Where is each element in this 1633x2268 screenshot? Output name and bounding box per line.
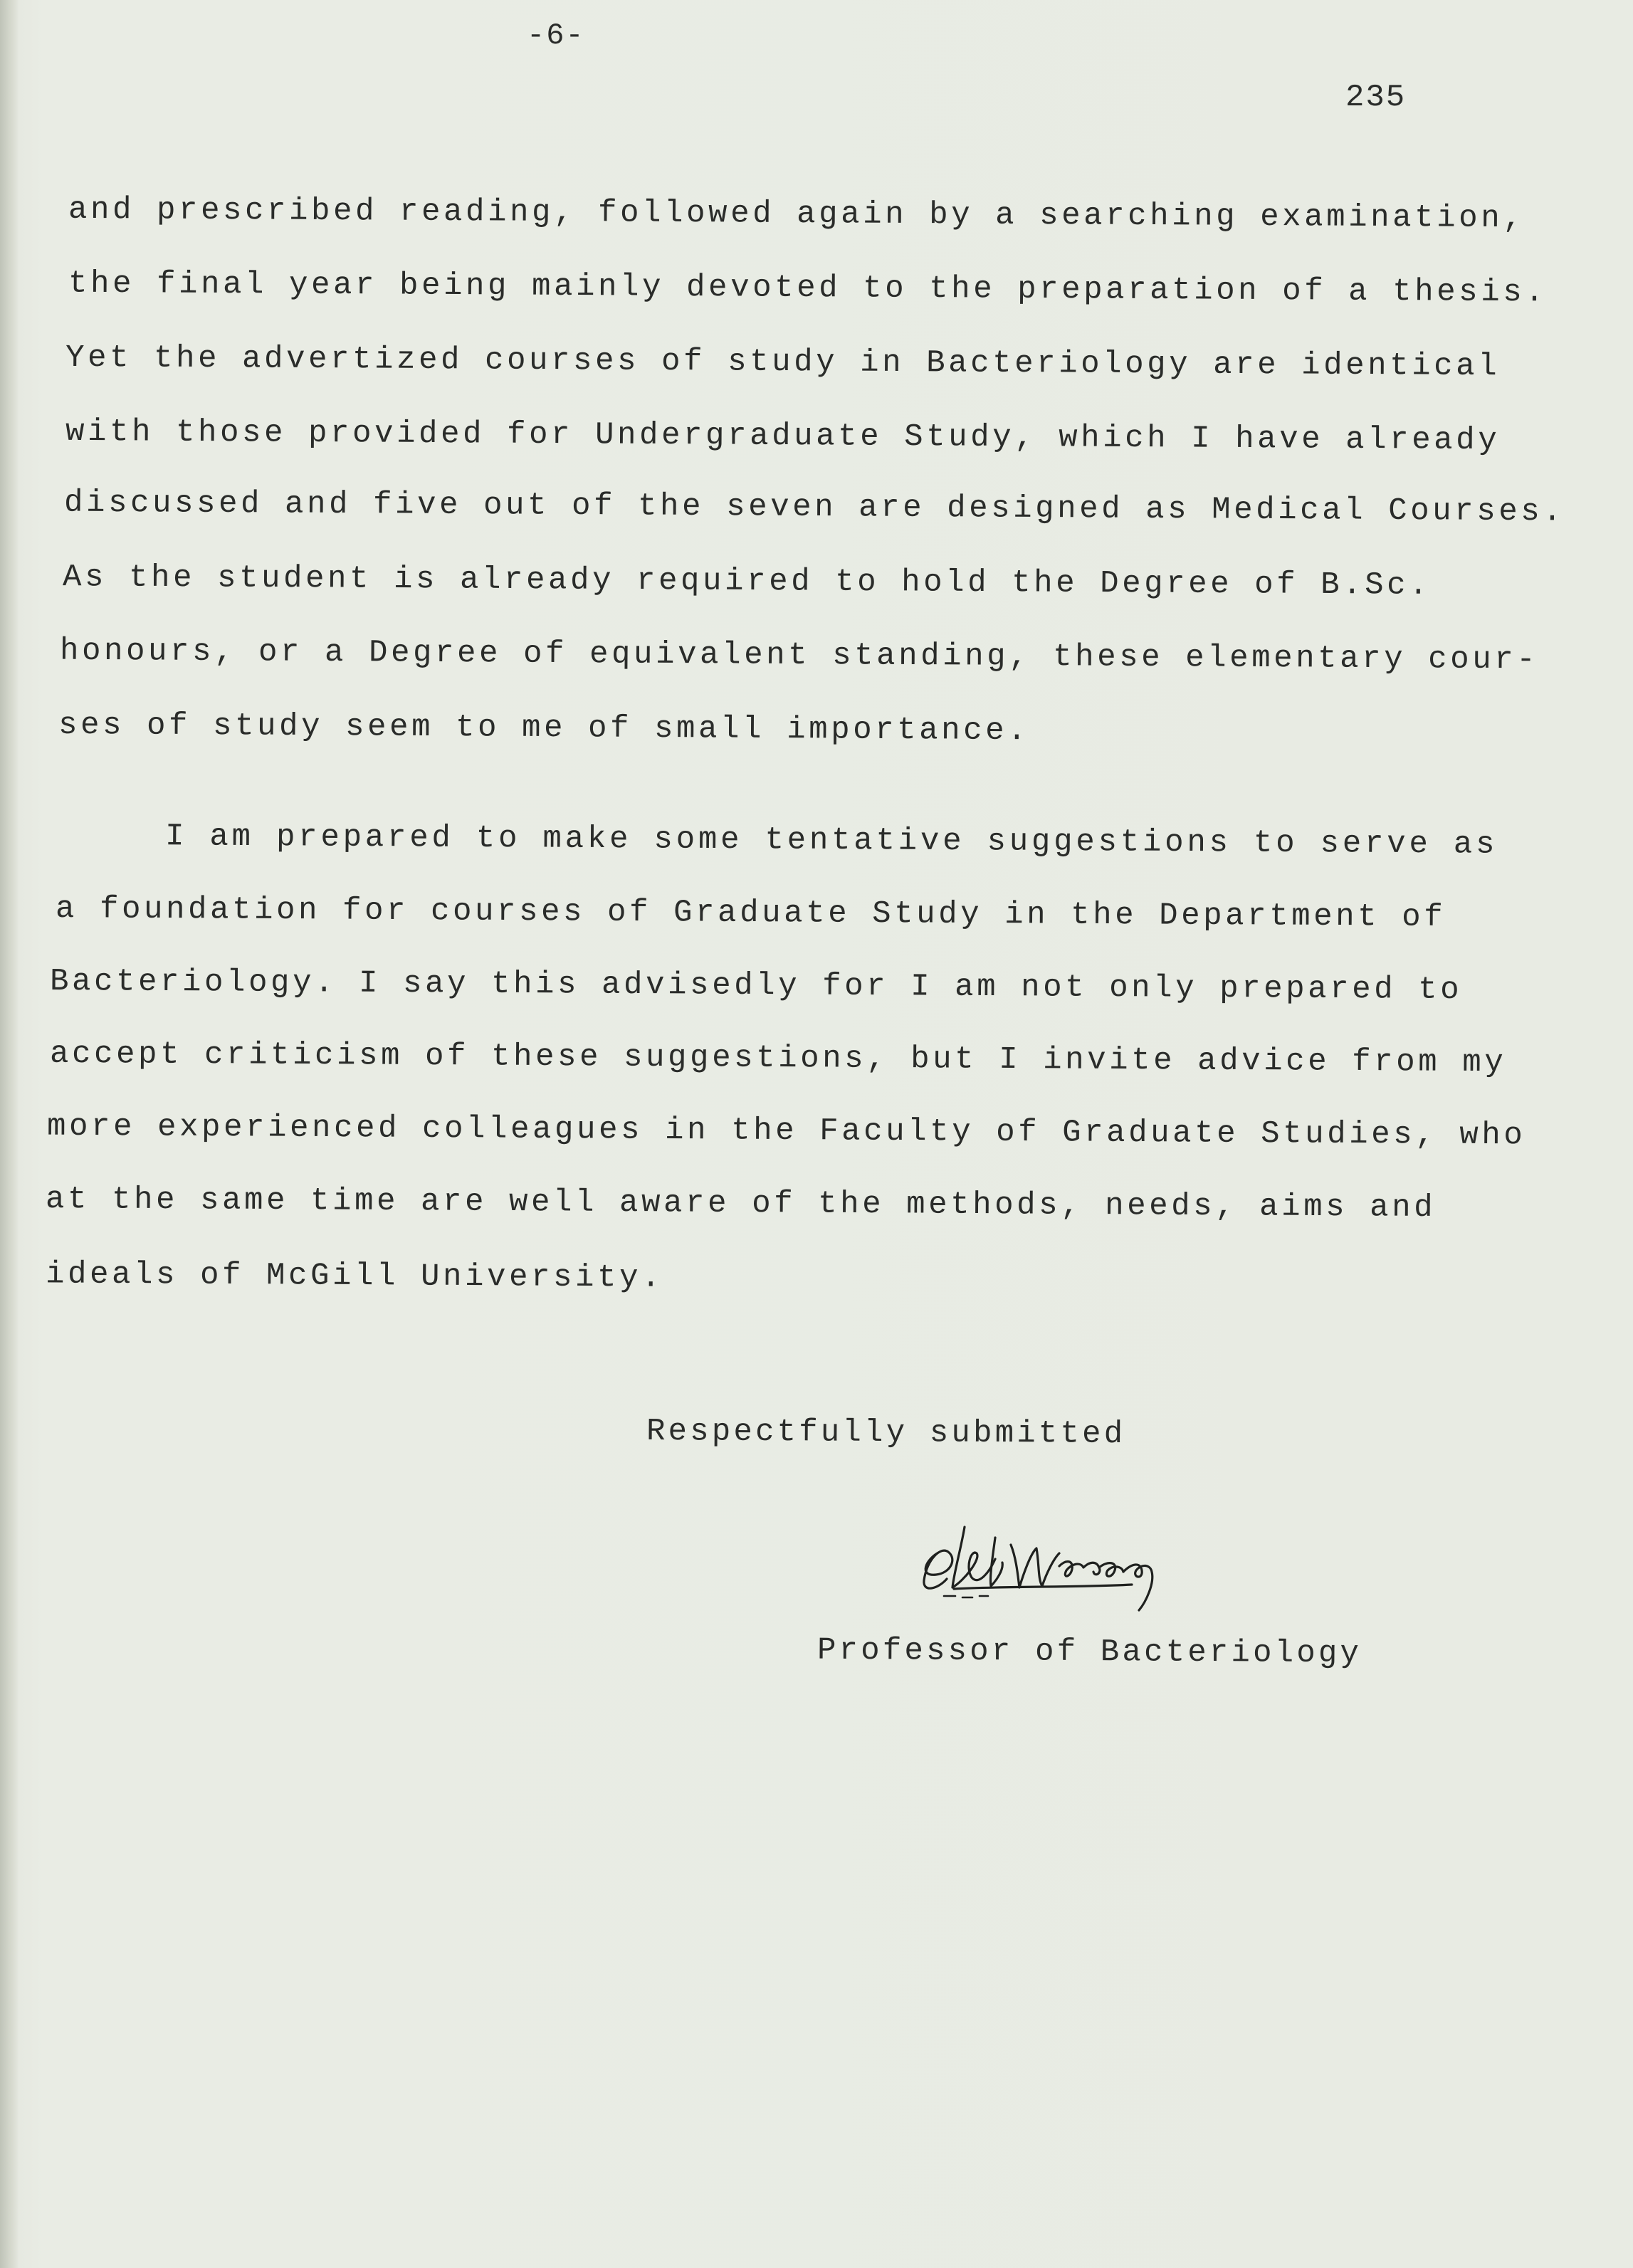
paragraph-1-line: As the student is already required to hold the Degree of B.Sc. bbox=[62, 560, 1432, 604]
paragraph-1-line: discussed and five out of the seven are designed as Medical Courses. bbox=[63, 485, 1565, 530]
signatory-title: Professor of Bacteriology bbox=[816, 1632, 1362, 1672]
page-marker: -6- bbox=[527, 19, 585, 53]
paragraph-2-line: ideals of McGill University. bbox=[45, 1256, 664, 1296]
paragraph-2-line: a foundation for courses of Graduate Study in the Department of bbox=[55, 891, 1446, 935]
paragraph-1-line: ses of study seem to me of small importance. bbox=[58, 707, 1030, 750]
folio-number: 235 bbox=[1345, 80, 1407, 115]
paragraph-2-line: more experienced colleagues in the Faculty of Graduate Studies, who bbox=[46, 1108, 1526, 1154]
handwritten-signature bbox=[897, 1509, 1224, 1616]
valediction: Respectfully submitted bbox=[646, 1413, 1126, 1453]
paragraph-1-line: and prescribed reading, followed again by a searching examination, bbox=[68, 191, 1526, 237]
paragraph-1-line: with those provided for Undergraduate Study, which I have already bbox=[65, 414, 1501, 459]
binding-edge bbox=[0, 0, 19, 2268]
paragraph-2-line: accept criticism of these suggestions, but I invite advice from my bbox=[49, 1036, 1507, 1081]
paragraph-2-line: I am prepared to make some tentative suggestions to serve as bbox=[164, 819, 1498, 863]
paragraph-1-line: the final year being mainly devoted to the preparation of a thesis. bbox=[68, 266, 1548, 311]
paragraph-1-line: Yet the advertized courses of study in Bacteriology are identical bbox=[65, 340, 1501, 385]
paragraph-2-line: Bacteriology. I say this advisedly for I am not only prepared to bbox=[49, 963, 1463, 1009]
paragraph-1-line: honours, or a Degree of equivalent standing, these elementary cour- bbox=[59, 633, 1539, 678]
paragraph-2-line: at the same time are well aware of the methods, needs, aims and bbox=[45, 1182, 1437, 1226]
